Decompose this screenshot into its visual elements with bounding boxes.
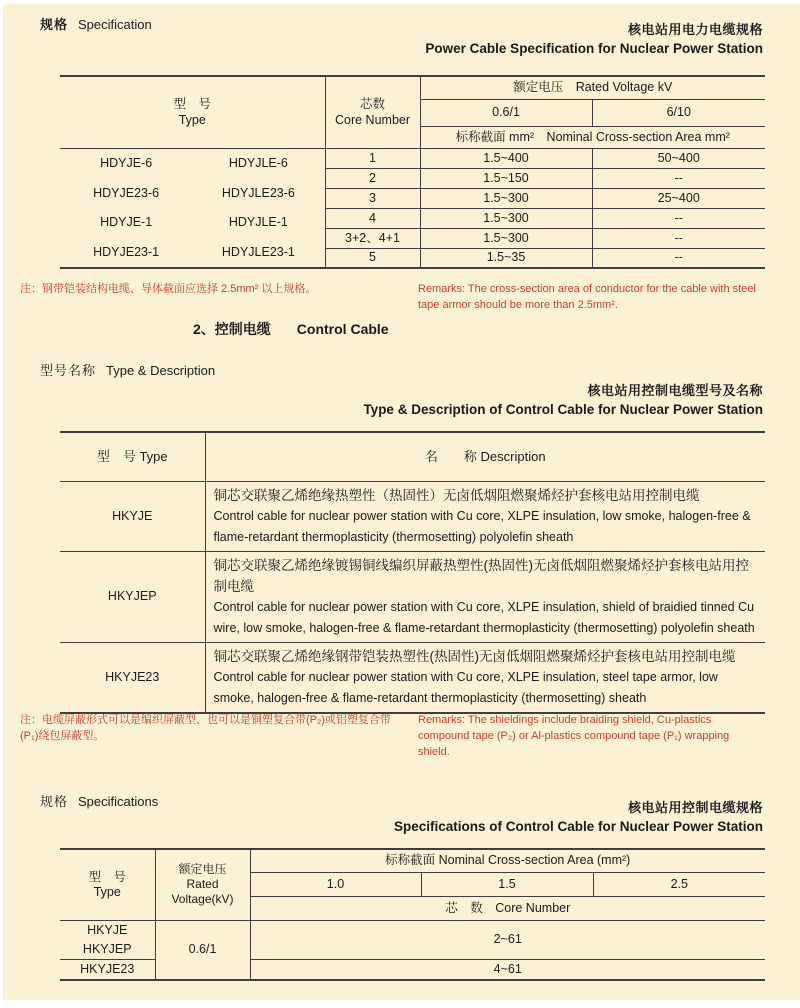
t1-v2-value: -- <box>592 208 765 228</box>
type-desc-label-en: Type & Description <box>106 363 216 378</box>
t2-desc-zh: 铜芯交联聚乙烯绝缘钢带铠装热塑性(热固性)无卤低烟阻燃聚烯烃护套核电站用控制电缆 <box>213 648 736 664</box>
control-cable-heading-zh: 2、控制电缆 <box>193 321 271 337</box>
t1-core-value: 5 <box>325 248 420 268</box>
t2-desc-zh: 铜芯交联聚乙烯绝缘镀锡铜线编织屏蔽热塑性(热固性)无卤低烟阻燃聚烯烃护套核电站用控制电缆 <box>213 557 749 594</box>
t3-voltage-header-cell <box>155 849 250 920</box>
control-spec-title <box>394 798 763 836</box>
t1-v1-value: 1.5~300 <box>420 188 592 208</box>
t3-type-cell <box>60 920 155 959</box>
t3-nominal-header: 标称截面 Nominal Cross-section Area (mm²) <box>250 849 765 872</box>
t2-type-header: 型 号 Type <box>60 432 205 481</box>
t1-type-header-zh: 型 号 <box>173 97 211 112</box>
type-desc-note-zh: 注：电缆屏蔽形式可以是编织屏蔽型、也可以是铜塑复合带(P₂)或铝塑复合带(P₁)绕包屏蔽型。 <box>20 714 391 742</box>
t1-core-header-cell <box>325 76 420 148</box>
control-spec-title-zh: 核电站用控制电缆规格 <box>627 800 763 815</box>
t2-desc-cell <box>205 551 765 642</box>
t2-desc-en: Control cable for nuclear power station with Cu core, XLPE insulation, shield of braidied tinned Cu wire, low smoke, halogen-free & flame-retardant thermoplasticity (thermosetting) polyolefin sheath <box>213 599 755 635</box>
power-spec-title-zh: 核电站用电力电缆规格 <box>627 22 763 37</box>
t1-voltage-1: 0.6/1 <box>420 99 592 126</box>
control-spec-label-zh: 规格 <box>40 794 69 809</box>
t1-type-pair-row <box>60 156 325 171</box>
t2-desc-zh: 铜芯交联聚乙烯绝缘热塑性（热固性）无卤低烟阻燃聚烯烃护套核电站用控制电缆 <box>213 487 700 503</box>
t3-type-value: HKYJEP <box>82 941 132 956</box>
power-spec-note-en: Remarks: The cross-section area of conductor for the cable with steel tape armor should be more than 2.5mm². <box>418 283 756 311</box>
control-spec-label-en: Specifications <box>78 794 159 809</box>
t3-type-cell: HKYJE23 <box>60 959 155 980</box>
t3-type-header-cell <box>60 849 155 920</box>
t1-core-header-zh: 芯数 <box>359 97 385 112</box>
type-desc-section-label <box>40 360 215 379</box>
power-spec-title <box>425 20 763 58</box>
t1-type-names-cell <box>60 148 325 268</box>
t1-v1-value: 1.5~300 <box>420 208 592 228</box>
t2-type-value: HKYJE23 <box>60 642 205 713</box>
t1-type-name: HDYJLE23-1 <box>221 244 295 259</box>
control-cable-heading-en: Control Cable <box>296 321 389 337</box>
type-desc-note-en: Remarks: The shieldings include braiding shield, Cu-plastics compound tape (P₂) or Al-plastics compound tape (P₁) wrapping shield. <box>418 714 730 758</box>
t1-type-name: HDYJE23-1 <box>93 244 160 259</box>
t1-v1-value: 1.5~400 <box>420 148 592 168</box>
t3-cores-value: 4~61 <box>250 959 765 980</box>
t3-core-header: 芯 数 Core Number <box>250 896 765 920</box>
t3-voltage-value: 0.6/1 <box>155 920 250 980</box>
t1-core-value: 1 <box>325 148 420 168</box>
power-spec-table <box>60 75 765 269</box>
type-desc-label-zh: 型号名称 <box>40 363 97 378</box>
power-spec-note-zh: 注：钢带铠装结构电缆、导体截面应选择 2.5mm² 以上规格。 <box>20 283 317 295</box>
power-spec-title-en: Power Cable Specification for Nuclear Power Station <box>425 41 763 56</box>
power-spec-label-zh: 规格 <box>40 17 69 32</box>
type-desc-table <box>60 431 765 714</box>
t1-v2-value: -- <box>592 228 765 248</box>
t3-type-value: HKYJE <box>87 922 128 937</box>
t1-type-name: HDYJE-1 <box>100 215 153 229</box>
t1-nominal-header: 标称截面 mm² Nominal Cross-section Area mm² <box>420 126 765 148</box>
t1-v1-value: 1.5~150 <box>420 168 592 188</box>
t3-size-value: 1.0 <box>250 872 421 896</box>
t1-type-names <box>60 149 325 267</box>
t1-core-value: 2 <box>325 168 420 188</box>
control-cable-heading <box>193 319 389 339</box>
t3-type-header-zh: 型 号 <box>88 869 126 884</box>
t1-core-value: 3+2、4+1 <box>325 228 420 248</box>
t3-size-value: 1.5 <box>421 872 593 896</box>
t1-type-pair-row <box>60 245 325 260</box>
t1-v1-value: 1.5~300 <box>420 228 592 248</box>
t1-v2-value: 25~400 <box>592 188 765 208</box>
t1-v1-value: 1.5~35 <box>420 248 592 268</box>
t1-core-value: 3 <box>325 188 420 208</box>
t1-type-name: HDYJLE23-6 <box>221 185 295 200</box>
t1-type-name: HDYJLE-6 <box>228 156 288 170</box>
t1-type-header-en: Type <box>178 113 206 128</box>
t1-type-name: HDYJLE-1 <box>228 215 288 229</box>
t2-type-value: HKYJE <box>60 481 205 551</box>
control-spec-title-en: Specifications of Control Cable for Nuclear Power Station <box>393 819 763 834</box>
t1-type-header-cell <box>60 76 325 148</box>
t2-desc-header: 名 称 Description <box>205 432 765 481</box>
t3-size-value: 2.5 <box>593 872 765 896</box>
type-desc-title-zh: 核电站用控制电缆型号及名称 <box>587 383 763 398</box>
type-desc-title <box>363 381 763 419</box>
t3-cores-value: 2~61 <box>250 920 765 959</box>
t3-voltage-header-zh: 额定电压 <box>178 862 227 877</box>
t1-v2-value: -- <box>592 248 765 268</box>
type-desc-title-en: Type & Description of Control Cable for Nuclear Power Station <box>363 402 763 417</box>
t1-type-pair-row <box>60 215 325 230</box>
t2-type-value: HKYJEP <box>60 551 205 642</box>
control-spec-table <box>60 848 765 981</box>
t1-type-name: HDYJE23-6 <box>93 185 160 200</box>
t2-desc-en: Control cable for nuclear power station with Cu core, XLPE insulation, low smoke, halogen-free & flame-retardant thermoplasticity (thermosetting) polyolefin sheath <box>213 508 751 544</box>
t1-core-value: 4 <box>325 208 420 228</box>
t1-v2-value: -- <box>592 168 765 188</box>
power-spec-section-label <box>40 14 152 33</box>
control-spec-section-label <box>40 791 158 810</box>
t1-core-header-en: Core Number <box>334 113 411 128</box>
t2-desc-en: Control cable for nuclear power station with Cu core, XLPE insulation, steel tape armor, low smoke, halogen-free & flame-retardant thermoplasticity (thermosetting) sheath <box>213 669 718 705</box>
t3-type-header-en: Type <box>93 884 121 899</box>
t2-desc-cell <box>205 481 765 551</box>
t1-type-name: HDYJE-6 <box>100 156 153 170</box>
t3-voltage-header-en2: Voltage(kV) <box>171 892 234 907</box>
t3-voltage-header-en1: Rated <box>186 877 219 892</box>
t1-voltage-2: 6/10 <box>592 99 765 126</box>
t1-v2-value: 50~400 <box>592 148 765 168</box>
power-spec-label-en: Specification <box>78 17 152 32</box>
t1-rated-voltage-header: 额定电压 Rated Voltage kV <box>420 76 765 99</box>
t2-desc-cell <box>205 642 765 713</box>
t1-type-pair-row <box>60 186 325 201</box>
